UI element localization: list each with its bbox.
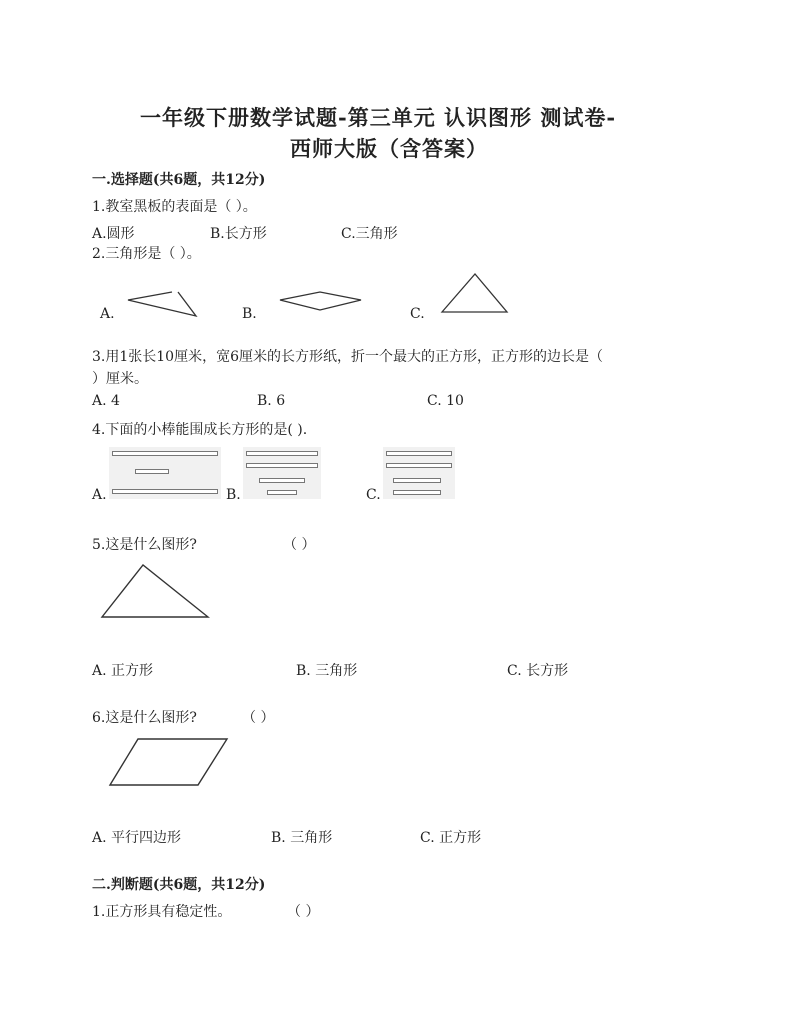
question-1-option-b: B.长方形 <box>210 226 267 242</box>
question-2-text: 2.三角形是（ ）。 <box>92 246 201 262</box>
question-4-option-c: C. <box>366 487 381 503</box>
section-heading-choice: 一.选择题(共6题，共12分) <box>92 172 266 188</box>
question-3-text-line2: ）厘米。 <box>92 371 148 387</box>
judgement-question-1-blank: （ ） <box>287 904 320 920</box>
question-5-blank: （ ） <box>283 537 316 553</box>
question-6-blank: （ ） <box>242 710 275 726</box>
question-6-option-c: C. 正方形 <box>420 830 482 846</box>
question-6-text: 6.这是什么图形? <box>92 710 197 726</box>
question-2-option-c: C. <box>410 306 425 322</box>
question-3-text-line1: 3.用1张长10厘米，宽6厘米的长方形纸，折一个最大的正方形，正方形的边长是（ <box>92 349 603 365</box>
judgement-question-1-text: 1.正方形具有稳定性。 <box>92 904 232 920</box>
page-title-line1: 一年级下册数学试题-第三单元 认识图形 测试卷- <box>140 105 617 130</box>
question-2-option-a: A. <box>100 306 115 322</box>
question-3-option-a: A. 4 <box>92 393 120 409</box>
question-2-option-b: B. <box>242 306 257 322</box>
question-5-option-a: A. 正方形 <box>92 663 154 679</box>
question-4-text: 4.下面的小棒能围成长方形的是( ). <box>92 422 308 438</box>
question-4-option-b: B. <box>226 487 241 503</box>
question-3-option-c: C. 10 <box>427 393 464 409</box>
question-3-option-b: B. 6 <box>257 393 286 409</box>
question-5-text: 5.这是什么图形? <box>92 537 197 553</box>
question-6-option-a: A. 平行四边形 <box>92 830 182 846</box>
question-5-option-c: C. 长方形 <box>507 663 569 679</box>
question-6-option-b: B. 三角形 <box>271 830 333 846</box>
section-heading-judgement: 二.判断题(共6题，共12分) <box>92 877 266 893</box>
question-4-option-a: A. <box>92 487 107 503</box>
page-title-line2: 西师大版（含答案） <box>290 136 488 161</box>
question-1-option-c: C.三角形 <box>341 226 398 242</box>
question-5-option-b: B. 三角形 <box>296 663 358 679</box>
question-1-option-a: A.圆形 <box>92 226 135 242</box>
question-1-text: 1.教室黑板的表面是（ ）。 <box>92 199 257 215</box>
